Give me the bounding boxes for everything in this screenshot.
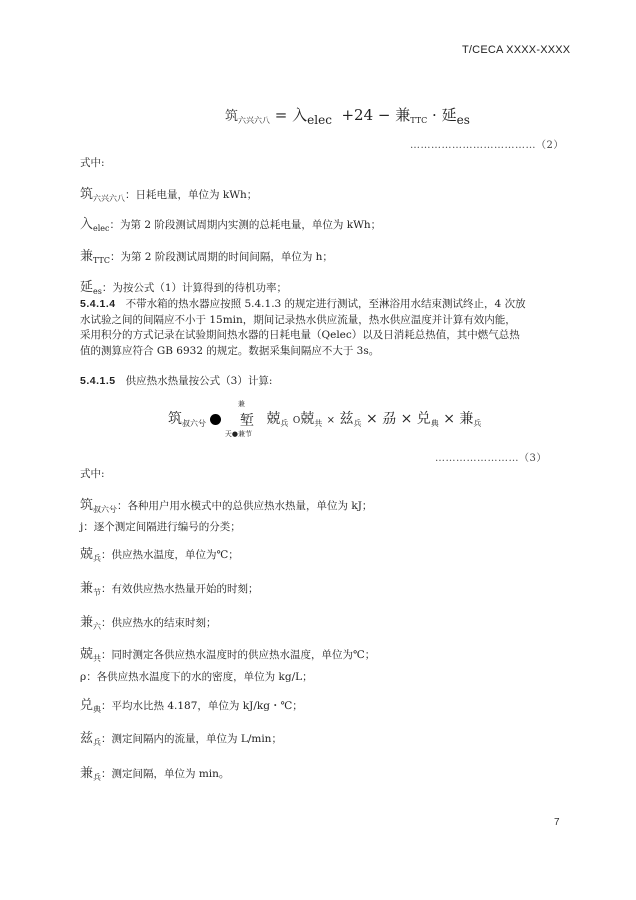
def-symbol: 兼 bbox=[80, 766, 94, 781]
clause-text: 不带水箱的热水器应按照 5.4.1.3 的规定进行测试，至淋浴用水结束测试终止，4 次放 bbox=[125, 298, 526, 310]
def-text: ：测定间隔，单位为 min。 bbox=[101, 768, 230, 780]
eq2-term3-sub: es bbox=[456, 113, 470, 127]
def-text: ：同时测定各供应热水温度时的供应热水温度，单位为℃； bbox=[101, 649, 376, 661]
eq2-equals: = bbox=[274, 106, 288, 124]
eq2-term1 bbox=[292, 106, 332, 127]
where-label-1: 式中: bbox=[80, 157, 105, 169]
eq3-leader: …………………… bbox=[435, 453, 519, 464]
eq3-t3-symbol: 兹 bbox=[339, 411, 354, 427]
eq3-sum-top: 兼 bbox=[237, 400, 245, 408]
def-symbol: j bbox=[80, 521, 84, 533]
def-sub: TTC bbox=[93, 256, 110, 265]
def-text: ：日耗电量，单位为 kWh； bbox=[125, 189, 258, 201]
definition-index-j bbox=[80, 519, 241, 534]
eq3-sum-bottom: 天●兼节 bbox=[224, 430, 253, 438]
clause-line: 值的测算应符合 GB 6932 的规定。数据采集间隔应不大于 3s。 bbox=[80, 344, 380, 357]
eq3-t5-symbol: 兑 bbox=[416, 411, 431, 427]
definition-end-time bbox=[80, 611, 217, 632]
definition-time-interval bbox=[80, 245, 333, 265]
def-sub: 叔六兮 bbox=[93, 505, 118, 514]
def-sub: es bbox=[93, 287, 102, 296]
eq2-lhs-sub: 六兴六八 bbox=[238, 116, 271, 125]
definition-supply-temp bbox=[80, 543, 239, 564]
definition-daily-energy bbox=[80, 183, 257, 204]
def-text: ：供应热水温度，单位为℃； bbox=[101, 549, 239, 561]
clause-text: 供应热水热量按公式（3）计算: bbox=[125, 375, 273, 387]
eq2-number: （2） bbox=[536, 140, 564, 151]
definition-start-time bbox=[80, 577, 259, 598]
eq3-sum-char: 堑 bbox=[239, 413, 254, 429]
eq3-times: × bbox=[400, 411, 413, 427]
eq2-lhs-symbol: 筑 bbox=[225, 109, 239, 124]
def-symbol: 兑 bbox=[80, 698, 94, 713]
eq3-t6 bbox=[459, 411, 481, 427]
def-text: ：为第 2 阶段测试周期的时间间隔，单位为 h； bbox=[109, 251, 333, 263]
def-symbol: 兼 bbox=[80, 615, 94, 630]
definition-specific-heat bbox=[80, 694, 303, 715]
def-text: ：测定间隔内的流量，单位为 L/min； bbox=[101, 733, 282, 745]
def-text: ：为第 2 阶段测试周期内实测的总耗电量，单位为 kWh； bbox=[109, 219, 382, 231]
eq3-t4-symbol: 刕 bbox=[382, 411, 397, 427]
eq2-dot: · bbox=[432, 106, 437, 124]
equation-3-number bbox=[435, 449, 547, 464]
eq3-number: （3） bbox=[519, 453, 547, 464]
def-text: ：有效供应热水热量开始的时刻； bbox=[101, 583, 259, 595]
definition-density bbox=[80, 669, 313, 684]
eq3-equals-glyph-icon bbox=[210, 414, 221, 425]
page-number: 7 bbox=[554, 817, 560, 828]
clause-line bbox=[80, 297, 570, 313]
def-sub: 节 bbox=[93, 588, 102, 597]
def-symbol: 兹 bbox=[80, 731, 94, 746]
eq2-term2-symbol: 兼 bbox=[395, 106, 411, 124]
def-sub: 兵 bbox=[93, 773, 102, 782]
eq2-term1-symbol: 入 bbox=[292, 106, 308, 124]
def-symbol: 入 bbox=[80, 217, 94, 232]
clause-5-4-1-5 bbox=[80, 373, 272, 388]
definition-total-energy bbox=[80, 213, 381, 233]
eq2-leader: ……………………………… bbox=[410, 140, 536, 151]
eq3-lhs-symbol: 筑 bbox=[168, 411, 182, 427]
eq3-t1 bbox=[266, 411, 288, 427]
eq3-t1-symbol: 兢 bbox=[266, 411, 281, 427]
eq2-term3 bbox=[441, 106, 470, 127]
def-sub: 六 bbox=[93, 622, 102, 631]
eq3-times: × bbox=[365, 411, 378, 427]
eq3-times: × bbox=[443, 411, 455, 427]
clause-number: 5.4.1.4 bbox=[80, 298, 116, 310]
eq3-t3-sub: 兵 bbox=[353, 419, 362, 428]
eq2-lhs bbox=[225, 106, 270, 124]
def-sub: 典 bbox=[93, 705, 102, 714]
definition-standby-power bbox=[80, 276, 287, 296]
def-sub: 共 bbox=[93, 654, 102, 663]
eq3-t2-prefix: O bbox=[292, 416, 301, 426]
eq3-t2-sub: 共 bbox=[314, 419, 323, 428]
equation-2 bbox=[225, 104, 470, 127]
clause-5-4-1-4 bbox=[80, 297, 570, 359]
def-text: ：供应热水的结束时刻； bbox=[101, 617, 217, 629]
def-symbol: 筑 bbox=[80, 187, 94, 202]
definition-simultaneous-temp bbox=[80, 643, 375, 664]
clause-line: 水试验之间的间隔应不小于 15min，期间记录热水供应流量，热水供应温度并计算有效内能， bbox=[80, 313, 516, 326]
clause-line: 采用积分的方式记录在试验期间热水器的日耗电量（Qelec）以及日消耗总热值，其中燃气总热 bbox=[80, 329, 520, 341]
def-symbol: 兼 bbox=[80, 581, 94, 596]
def-symbol: 兼 bbox=[80, 249, 94, 264]
eq3-t5-sub: 典 bbox=[430, 419, 439, 428]
eq3-lhs-sub: 叔六兮 bbox=[182, 419, 206, 428]
def-symbol: 筑 bbox=[80, 498, 94, 513]
eq3-t1-sub: 兵 bbox=[280, 419, 289, 428]
def-text: ：为按公式（1）计算得到的待机功率； bbox=[101, 282, 288, 294]
def-sub: 兵 bbox=[93, 554, 102, 563]
eq3-t2 bbox=[293, 411, 322, 427]
eq3-summation bbox=[224, 400, 262, 438]
eq3-t3 bbox=[340, 411, 362, 427]
eq3-t6-symbol: 兼 bbox=[459, 411, 474, 427]
equation-2-number bbox=[410, 136, 564, 151]
def-symbol: 延 bbox=[80, 280, 94, 295]
eq2-term2-sub: TTC bbox=[410, 116, 428, 125]
eq2-term2 bbox=[395, 106, 427, 124]
eq3-t5 bbox=[417, 411, 439, 427]
def-sub: 兵 bbox=[93, 738, 102, 747]
eq2-plus24: +24 − bbox=[341, 106, 391, 124]
eq2-term3-symbol: 延 bbox=[441, 106, 457, 124]
equation-3 bbox=[168, 400, 482, 438]
where-label-2: 式中: bbox=[80, 468, 105, 480]
eq3-times: × bbox=[326, 415, 336, 426]
definition-flow-rate bbox=[80, 727, 282, 748]
eq3-t2-symbol: 兢 bbox=[300, 411, 315, 427]
definition-total-heat bbox=[80, 494, 372, 515]
def-sub: 六兴六八 bbox=[93, 194, 126, 203]
def-symbol: 兢 bbox=[80, 547, 94, 562]
def-text: ：各种用户用水模式中的总供应热水热量，单位为 kJ； bbox=[117, 500, 373, 512]
def-sub: elec bbox=[93, 224, 110, 233]
def-text: ：平均水比热 4.187，单位为 kJ/kg・℃； bbox=[101, 700, 303, 712]
definition-interval bbox=[80, 762, 229, 783]
def-text: ：逐个测定间隔进行编号的分类； bbox=[83, 521, 241, 533]
document-code: T/CECA XXXX-XXXX bbox=[462, 44, 571, 56]
def-symbol: 兢 bbox=[80, 647, 94, 662]
def-text: ：各供应热水温度下的水的密度，单位为 kg/L； bbox=[86, 671, 313, 683]
clause-number: 5.4.1.5 bbox=[80, 375, 116, 387]
eq3-lhs bbox=[168, 411, 206, 427]
eq3-t6-sub: 兵 bbox=[473, 419, 482, 428]
def-symbol: ρ bbox=[80, 671, 87, 683]
eq2-term1-sub: elec bbox=[307, 113, 332, 127]
